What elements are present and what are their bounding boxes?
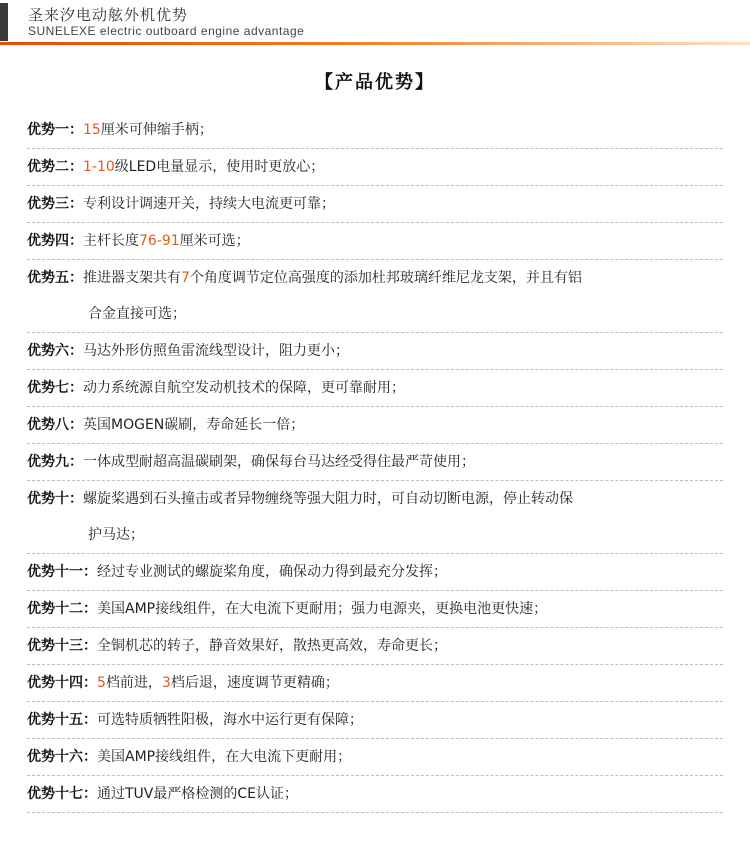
highlight-number: 15 bbox=[83, 122, 101, 138]
advantage-label: 优势十一： bbox=[27, 564, 97, 580]
header-subtitle: SUNELEXE electric outboard engine advantage bbox=[28, 24, 305, 38]
highlight-number: 76-91 bbox=[139, 233, 180, 249]
advantage-item bbox=[27, 223, 723, 260]
advantage-label: 优势二： bbox=[27, 159, 83, 175]
text-segment: 专利设计调速开关，持续大电流更可靠； bbox=[83, 196, 335, 212]
text-segment: 厘米可伸缩手柄； bbox=[100, 122, 213, 138]
advantage-row bbox=[27, 702, 723, 738]
advantage-row bbox=[27, 628, 723, 664]
header-divider bbox=[0, 42, 750, 45]
advantage-item bbox=[27, 370, 723, 407]
advantage-item bbox=[27, 260, 723, 333]
advantage-item bbox=[27, 554, 723, 591]
advantage-item bbox=[27, 444, 723, 481]
advantage-label: 优势五： bbox=[27, 270, 83, 286]
advantage-text bbox=[97, 628, 447, 664]
advantage-row bbox=[27, 149, 723, 185]
advantage-row bbox=[27, 186, 723, 222]
advantage-text bbox=[83, 223, 250, 259]
advantage-item bbox=[27, 702, 723, 739]
advantage-text bbox=[97, 739, 351, 775]
text-segment: 全铜机芯的转子，静音效果好，散热更高效，寿命更长； bbox=[97, 638, 447, 654]
highlight-number: 5 bbox=[97, 675, 106, 691]
section-title: 【产品优势】 bbox=[315, 72, 435, 93]
advantage-item bbox=[27, 776, 723, 813]
advantage-text bbox=[97, 702, 363, 738]
advantage-row bbox=[27, 591, 723, 627]
advantage-row bbox=[27, 112, 723, 148]
advantage-text bbox=[83, 186, 335, 222]
advantage-text bbox=[97, 591, 547, 627]
text-segment: 美国AMP接线组件，在大电流下更耐用；强力电源夹，更换电池更快速； bbox=[97, 601, 548, 617]
text-segment: 个角度调节定位高强度的添加杜邦玻璃纤维尼龙支架，并且有铝 bbox=[189, 270, 582, 286]
advantage-row bbox=[27, 370, 723, 406]
highlight-number: 3 bbox=[161, 675, 171, 691]
text-segment: 可选特质牺牲阳极，海水中运行更有保障； bbox=[97, 712, 363, 728]
advantage-row bbox=[27, 481, 723, 517]
advantage-item bbox=[27, 112, 723, 149]
advantage-item bbox=[27, 591, 723, 628]
text-segment: 主杆长度 bbox=[83, 233, 139, 249]
advantage-label: 优势三： bbox=[27, 196, 83, 212]
advantage-row bbox=[27, 260, 723, 296]
advantage-label: 优势十四： bbox=[27, 675, 97, 691]
text-segment: 档后退，速度调节更精确； bbox=[170, 675, 339, 691]
advantage-item bbox=[27, 333, 723, 370]
text-segment: 马达外形仿照鱼雷流线型设计，阻力更小； bbox=[83, 343, 349, 359]
highlight-number: 1-10 bbox=[83, 159, 115, 175]
advantage-row bbox=[27, 333, 723, 369]
advantage-row bbox=[27, 407, 723, 443]
advantage-text bbox=[83, 444, 475, 480]
text-segment: 英国MOGEN碳刷，寿命延长一倍； bbox=[83, 417, 305, 433]
advantage-label: 优势六： bbox=[27, 343, 83, 359]
advantage-row bbox=[27, 554, 723, 590]
advantage-item bbox=[27, 481, 723, 554]
advantage-text bbox=[83, 333, 349, 369]
advantage-text bbox=[97, 665, 339, 701]
advantage-label: 优势十六： bbox=[27, 749, 97, 765]
advantage-label: 优势八： bbox=[27, 417, 83, 433]
advantage-label: 优势四： bbox=[27, 233, 83, 249]
advantage-item bbox=[27, 186, 723, 223]
advantage-text bbox=[97, 776, 298, 812]
advantage-text bbox=[83, 112, 213, 148]
advantage-row bbox=[27, 665, 723, 701]
header-accent-bar bbox=[0, 3, 8, 41]
advantage-label: 优势九： bbox=[27, 454, 83, 470]
text-segment: 通过TUV最严格检测的CE认证； bbox=[97, 786, 298, 802]
advantage-label: 优势十三： bbox=[27, 638, 97, 654]
text-segment: 档前进， bbox=[105, 675, 162, 691]
advantage-row bbox=[27, 444, 723, 480]
advantage-label: 优势一： bbox=[27, 122, 83, 138]
advantage-text bbox=[83, 260, 582, 296]
advantage-row bbox=[27, 223, 723, 259]
advantage-label: 优势十： bbox=[27, 491, 83, 507]
advantage-row bbox=[27, 739, 723, 775]
text-segment: 一体成型耐超高温碳刷架，确保每台马达经受得住最严苛使用； bbox=[83, 454, 475, 470]
text-segment: 级LED电量显示，使用时更放心； bbox=[114, 159, 325, 175]
text-segment: 厘米可选； bbox=[179, 233, 250, 249]
advantage-item bbox=[27, 407, 723, 444]
advantage-item bbox=[27, 149, 723, 186]
advantage-item bbox=[27, 665, 723, 702]
advantage-row bbox=[27, 776, 723, 812]
advantage-continuation: 合金直接可选； bbox=[88, 306, 186, 322]
advantage-label: 优势十二： bbox=[27, 601, 97, 617]
advantage-text bbox=[83, 370, 405, 406]
text-segment: 动力系统源自航空发动机技术的保障，更可靠耐用； bbox=[83, 380, 405, 396]
advantage-text bbox=[83, 481, 573, 517]
page-header bbox=[0, 0, 750, 46]
highlight-number: 7 bbox=[181, 270, 190, 286]
advantage-item bbox=[27, 739, 723, 776]
text-segment: 经过专业测试的螺旋桨角度，确保动力得到最充分发挥； bbox=[97, 564, 447, 580]
text-segment: 螺旋桨遇到石头撞击或者异物缠绕等强大阻力时，可自动切断电源，停止转动保 bbox=[83, 491, 573, 507]
advantage-label: 优势十五： bbox=[27, 712, 97, 728]
advantage-list bbox=[27, 112, 723, 813]
advantage-text bbox=[83, 149, 324, 185]
advantage-label: 优势七： bbox=[27, 380, 83, 396]
text-segment: 美国AMP接线组件，在大电流下更耐用； bbox=[97, 749, 352, 765]
header-title: 圣来汐电动舷外机优势 bbox=[28, 6, 189, 24]
advantage-continuation: 护马达； bbox=[88, 527, 144, 543]
advantage-text bbox=[97, 554, 447, 590]
text-segment: 推进器支架共有 bbox=[83, 270, 181, 286]
advantage-label: 优势十七： bbox=[27, 786, 97, 802]
advantage-item bbox=[27, 628, 723, 665]
advantage-text bbox=[83, 407, 304, 443]
